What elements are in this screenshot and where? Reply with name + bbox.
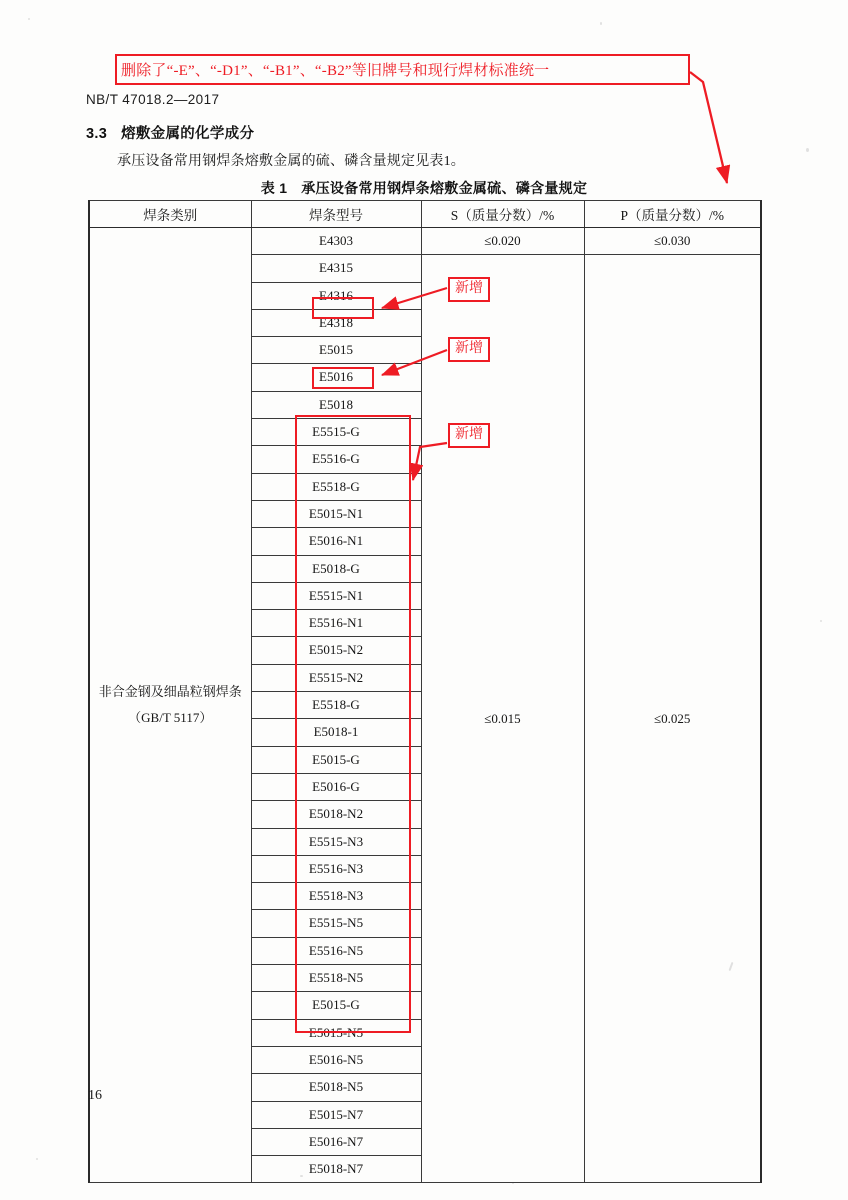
cell-electrode-type: E5016-N7 [251,1128,421,1155]
cell-electrode-type: E5015-N2 [251,637,421,664]
cell-electrode-type: E5515-N1 [251,582,421,609]
cell-electrode-type: E5018-G [251,555,421,582]
column-header-sulfur: S（质量分数）/% [421,201,584,228]
cell-electrode-type: E5016 [251,364,421,391]
section-number: 3.3 [86,126,108,142]
page-number: 16 [88,1088,102,1103]
column-header-type: 焊条型号 [251,201,421,228]
cell-electrode-type: E5518-G [251,692,421,719]
cell-electrode-type: E5018-N7 [251,1156,421,1183]
cell-electrode-type: E5015-N1 [251,500,421,527]
scan-speck [806,148,809,152]
cell-electrode-type: E5516-N1 [251,610,421,637]
cell-electrode-type: E5015-N5 [251,1019,421,1046]
cell-electrode-type: E5516-G [251,446,421,473]
table-header [89,201,761,228]
new-tag-3: 新增 [448,423,490,448]
cell-electrode-type: E5018-N5 [251,1074,421,1101]
cell-sulfur-value: ≤0.015 [421,255,584,1183]
cell-electrode-type: E5018-N2 [251,801,421,828]
scan-speck [820,620,822,622]
cell-electrode-type: E5016-N5 [251,1046,421,1073]
cell-electrode-type: E4316 [251,282,421,309]
cell-phosphorus-value: ≤0.030 [584,228,761,255]
scan-speck [36,1158,38,1160]
composition-table [88,200,762,1183]
cell-electrode-type: E5015-G [251,746,421,773]
header-annotation-text: 删除了“-E”、“-D1”、“-B1”、“-B2”等旧牌号和现行焊材标准统一 [121,63,550,79]
column-header-category: 焊条类别 [89,201,251,228]
section-title: 熔敷金属的化学成分 [121,126,255,142]
table-body [89,228,761,1183]
cell-electrode-type: E5515-N2 [251,664,421,691]
cell-electrode-type: E5518-N5 [251,965,421,992]
scan-speck [600,22,602,25]
cell-electrode-type: E5516-N5 [251,937,421,964]
header-annotation-arrow [690,72,727,183]
section-heading [86,122,254,143]
cell-electrode-type: E5515-G [251,419,421,446]
cell-electrode-type: E4315 [251,255,421,282]
standard-code: NB/T 47018.2—2017 [86,92,220,107]
cell-electrode-type: E5515-N3 [251,828,421,855]
table-header-row [89,201,761,228]
cell-electrode-type: E5015-G [251,992,421,1019]
category-line-2: （GB/T 5117） [128,710,213,726]
cell-phosphorus-value: ≤0.025 [584,255,761,1183]
cell-electrode-type: E5015 [251,337,421,364]
cell-electrode-type: E5518-N3 [251,883,421,910]
section-paragraph: 承压设备常用钢焊条熔敷金属的硫、磷含量规定见表1。 [117,154,465,169]
scan-speck [28,18,30,20]
cell-category [89,228,251,1183]
table-caption [0,178,848,198]
cell-electrode-type: E4318 [251,309,421,336]
cell-electrode-type: E5018 [251,391,421,418]
cell-electrode-type: E5015-N7 [251,1101,421,1128]
new-tag-1: 新增 [448,277,490,302]
cell-electrode-type: E5518-G [251,473,421,500]
column-header-phosphorus: P（质量分数）/% [584,201,761,228]
cell-electrode-type: E4303 [251,228,421,255]
cell-electrode-type: E5016-N1 [251,528,421,555]
header-annotation-box [115,54,690,85]
table-row [89,228,761,255]
cell-electrode-type: E5018-1 [251,719,421,746]
cell-electrode-type: E5016-G [251,773,421,800]
cell-electrode-type: E5515-N5 [251,910,421,937]
cell-sulfur-value: ≤0.020 [421,228,584,255]
table-caption-label: 表 1 [260,180,288,196]
cell-electrode-type: E5516-N3 [251,855,421,882]
table-caption-text: 承压设备常用钢焊条熔敷金属硫、磷含量规定 [301,180,588,196]
new-tag-2: 新增 [448,337,490,362]
category-line-1: 非合金钢及细晶粒钢焊条 [98,683,242,699]
